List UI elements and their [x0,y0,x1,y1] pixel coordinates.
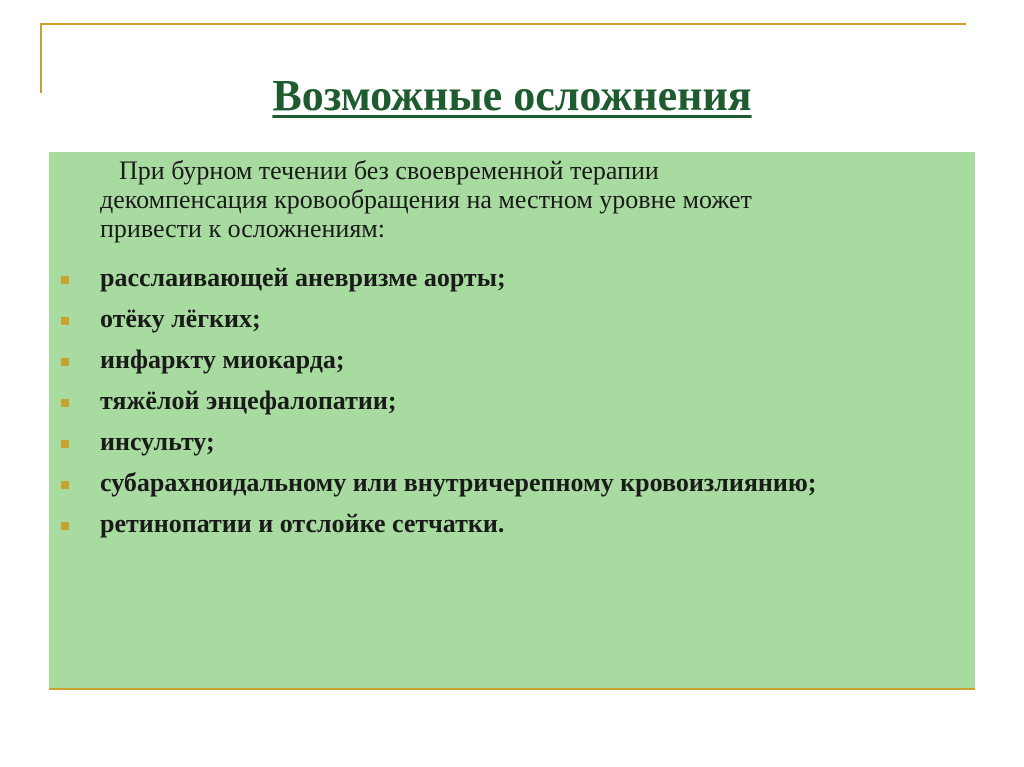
square-bullet-icon [61,522,69,530]
list-item-text: инфаркту миокарда; [100,345,345,374]
list-item [58,427,958,456]
square-bullet-icon [61,358,69,366]
list-item-text: отёку лёгких; [100,304,261,333]
square-bullet-icon [61,481,69,489]
list-item-text: расслаивающей аневризме аорты; [100,263,506,292]
frame-top-line [40,23,966,25]
intro-line-2: декомпенсация кровообращения на местном уровне может [100,185,752,214]
intro-paragraph [100,156,970,243]
intro-line-1: При бурном течении без своевременной терапии [119,156,659,185]
list-item [58,304,958,333]
list-item [58,509,958,538]
content-bottom-line [49,688,975,690]
list-item [58,468,958,497]
slide-title-text: Возможные осложнения [272,71,752,120]
list-item-text: ретинопатии и отслойке сетчатки. [100,509,505,538]
list-item-text: инсульту; [100,427,215,456]
square-bullet-icon [61,440,69,448]
list-item [58,386,958,415]
complications-list [58,263,958,550]
intro-line-3: привести к осложнениям: [100,214,385,243]
list-item [58,345,958,374]
list-item-text: субарахноидальному или внутричерепному кровоизлиянию; [100,468,817,497]
list-item [58,263,958,292]
list-item-text: тяжёлой энцефалопатии; [100,386,397,415]
square-bullet-icon [61,276,69,284]
square-bullet-icon [61,399,69,407]
square-bullet-icon [61,317,69,325]
slide-title [0,68,1024,124]
